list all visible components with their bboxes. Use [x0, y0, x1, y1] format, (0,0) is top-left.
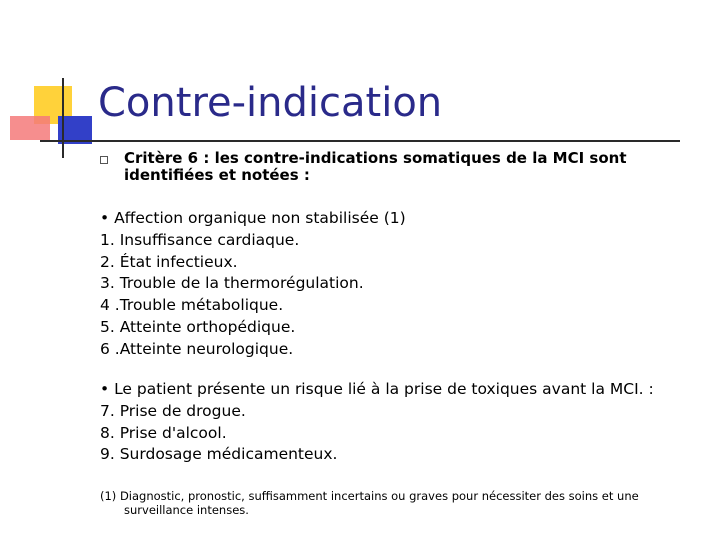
- footnote-line: (1) Diagnostic, pronostic, suffisamment incertains ou graves pour nécessiter des soins et une: [100, 489, 639, 503]
- section-affection-organique: [100, 208, 406, 361]
- criteria-text: Critère 6 : les contre-indications somatiques de la MCI sont identifiées et notées :: [124, 149, 627, 184]
- list-item: 3. Trouble de la thermorégulation.: [100, 274, 364, 293]
- slide-title: Contre-indication: [98, 80, 443, 126]
- list-item: 1. Insuffisance cardiaque.: [100, 230, 300, 249]
- list-item: 2. État infectieux.: [100, 252, 238, 271]
- decor-red-square: [10, 116, 50, 140]
- section-heading: • Affection organique non stabilisée (1): [100, 209, 406, 227]
- list-item: 4 .Trouble métabolique.: [100, 296, 284, 315]
- list-item: 6 .Atteinte neurologique.: [100, 339, 294, 358]
- list-item: 9. Surdosage médicamenteux.: [100, 445, 338, 464]
- title-underline: [40, 140, 680, 142]
- section-toxiques: [100, 379, 654, 466]
- section-heading: • Le patient présente un risque lié à la prise de toxiques avant la MCI. :: [100, 380, 654, 398]
- list-item: 7. Prise de drogue.: [100, 401, 246, 420]
- decor-vertical-line: [62, 78, 64, 158]
- list-item: 8. Prise d'alcool.: [100, 423, 227, 442]
- footnote: [100, 489, 700, 517]
- footnote-line: surveillance intenses.: [124, 503, 249, 517]
- square-bullet-icon: [100, 156, 108, 164]
- list-item: 5. Atteinte orthopédique.: [100, 317, 296, 336]
